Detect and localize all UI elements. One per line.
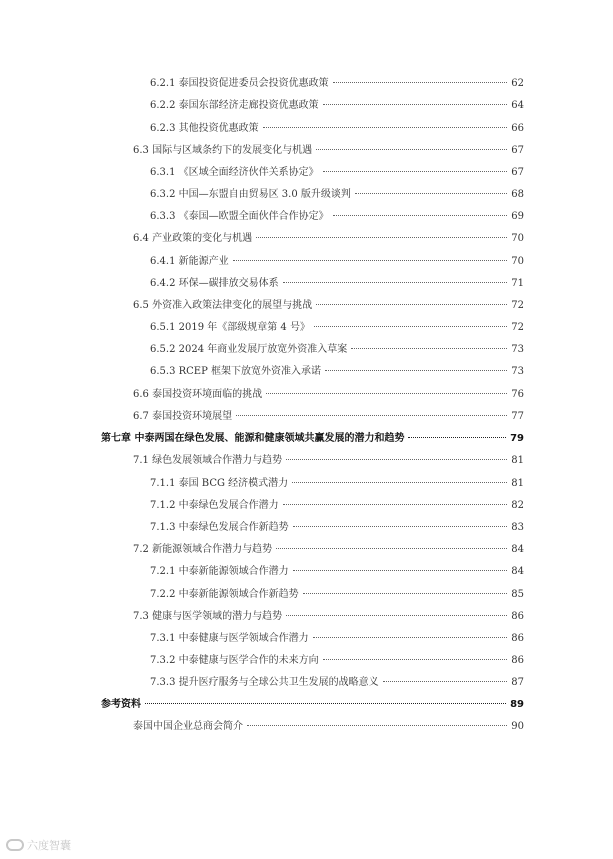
toc-entry[interactable] [150, 166, 524, 180]
toc-entry-page: 85 [511, 589, 524, 600]
toc-entry-page: 66 [511, 123, 524, 134]
toc-entry-page: 81 [511, 455, 524, 466]
toc-entry-label: 6.5.3 RCEP 框架下放宽外资准入承诺 [150, 366, 322, 377]
leader-dots [323, 658, 508, 660]
toc-entry-page: 73 [511, 366, 524, 377]
toc-entry-label: 7.1.1 泰国 BCG 经济模式潜力 [150, 478, 289, 489]
toc-entry-label: 6.3.2 中国—东盟自由贸易区 3.0 版升级谈判 [150, 189, 351, 200]
toc-entry-page: 72 [511, 322, 524, 333]
toc-entry[interactable] [150, 210, 524, 224]
toc-chapter[interactable] [101, 432, 524, 446]
toc-entry-page: 84 [511, 566, 524, 577]
toc-entry-page: 76 [511, 389, 524, 400]
toc-entry-label: 6.5.1 2019 年《部级规章第 4 号》 [150, 322, 310, 333]
toc-entry-label: 7.2.1 中泰新能源领域合作潜力 [150, 566, 289, 577]
leader-dots [314, 325, 507, 327]
toc-entry-label: 6.2.3 其他投资优惠政策 [150, 123, 259, 134]
toc-entry[interactable] [150, 122, 524, 136]
leader-dots [408, 436, 506, 438]
leader-dots [233, 259, 508, 261]
toc-entry-label: 6.4.1 新能源产业 [150, 256, 229, 267]
toc-entry-label: 7.2.2 中泰新能源领域合作新趋势 [150, 589, 299, 600]
toc-entry[interactable] [150, 321, 524, 335]
leader-dots [276, 547, 507, 549]
toc-entry-label: 6.3.1 《区域全面经济伙伴关系协定》 [150, 167, 319, 178]
leader-dots [266, 392, 507, 394]
toc-entry[interactable] [133, 610, 524, 624]
toc-entry-label: 7.2 新能源领域合作潜力与趋势 [133, 544, 273, 555]
toc-entry[interactable] [133, 410, 524, 424]
toc-entry[interactable] [150, 77, 524, 91]
toc-entry-page: 83 [511, 522, 524, 533]
leader-dots [351, 347, 507, 349]
toc-entry-label: 参考资料 [101, 699, 141, 710]
toc-entry-label: 7.1.3 中泰绿色发展合作新趋势 [150, 522, 289, 533]
toc-entry[interactable] [150, 365, 524, 379]
toc-entry-page: 71 [511, 278, 524, 289]
toc-entry[interactable] [150, 255, 524, 269]
toc-entry[interactable] [133, 299, 524, 313]
toc-entry-label: 7.3.2 中泰健康与医学合作的未来方向 [150, 655, 319, 666]
toc-entry[interactable] [150, 343, 524, 357]
leader-dots [293, 569, 508, 571]
toc-entry-label: 6.3 国际与区域条约下的发展变化与机遇 [133, 145, 313, 156]
toc-entry[interactable] [150, 188, 524, 202]
toc-entry-page: 90 [511, 721, 524, 732]
toc-entry-page: 67 [511, 167, 524, 178]
toc-entry-label: 6.6 泰国投资环境面临的挑战 [133, 389, 263, 400]
leader-dots [325, 369, 507, 371]
toc-entry-label: 6.4 产业政策的变化与机遇 [133, 233, 253, 244]
toc-entry-page: 82 [511, 500, 524, 511]
toc-entry-page: 77 [511, 411, 524, 422]
toc-entry-page: 79 [510, 433, 524, 444]
toc-entry-page: 73 [511, 344, 524, 355]
leader-dots [293, 525, 508, 527]
toc-entry-label: 6.3.3 《泰国—欧盟全面伙伴合作协定》 [150, 211, 329, 222]
leader-dots [286, 458, 507, 460]
watermark-text: 六度智囊 [27, 839, 71, 852]
toc-entry-label: 第七章 中泰两国在绿色发展、能源和健康领域共赢发展的潜力和趋势 [101, 433, 405, 444]
toc-entry-page: 81 [511, 478, 524, 489]
toc-entry-label: 7.3.3 提升医疗服务与全球公共卫生发展的战略意义 [150, 677, 379, 688]
leader-dots [313, 636, 508, 638]
leader-dots [256, 236, 507, 238]
leader-dots [286, 614, 507, 616]
toc-entry[interactable] [150, 99, 524, 113]
toc-entry-label: 7.1.2 中泰绿色发展合作潜力 [150, 500, 279, 511]
toc-entry[interactable] [150, 588, 524, 602]
toc-entry-label: 7.3 健康与医学领域的潜力与趋势 [133, 611, 283, 622]
toc-entry-label: 6.5 外资准入政策法律变化的展望与挑战 [133, 300, 313, 311]
toc-entry[interactable] [133, 388, 524, 402]
toc-entry-label: 6.4.2 环保—碳排放交易体系 [150, 278, 279, 289]
leader-dots [333, 214, 508, 216]
toc-entry-page: 64 [511, 100, 524, 111]
toc-entry[interactable] [133, 232, 524, 246]
toc-entry[interactable] [133, 543, 524, 557]
leader-dots [145, 702, 506, 704]
watermark-logo-icon [6, 839, 24, 851]
toc-entry-label: 7.3.1 中泰健康与医学领域合作潜力 [150, 633, 309, 644]
leader-dots [283, 503, 508, 505]
toc-entry-page: 84 [511, 544, 524, 555]
leader-dots [323, 170, 508, 172]
toc-entry-page: 69 [511, 211, 524, 222]
leader-dots [236, 414, 507, 416]
toc-entry-page: 68 [511, 189, 524, 200]
toc-entry-page: 86 [511, 633, 524, 644]
toc-entry-page: 62 [511, 78, 524, 89]
toc-entry-page: 86 [511, 611, 524, 622]
toc-entry-label: 6.2.1 泰国投资促进委员会投资优惠政策 [150, 78, 329, 89]
leader-dots [316, 148, 507, 150]
toc-entry-page: 87 [511, 677, 524, 688]
toc-entry[interactable] [150, 565, 524, 579]
watermark [6, 837, 71, 853]
toc-entry[interactable] [133, 454, 524, 468]
leader-dots [303, 592, 508, 594]
toc-entry-page: 70 [511, 233, 524, 244]
toc-entry-label: 6.5.2 2024 年商业发展厅放宽外资准入草案 [150, 344, 348, 355]
leader-dots [333, 81, 508, 83]
leader-dots [247, 724, 507, 726]
toc-entry-page: 70 [511, 256, 524, 267]
toc-entry[interactable] [133, 720, 524, 734]
toc-entry[interactable] [150, 676, 524, 690]
toc-entry[interactable] [133, 144, 524, 158]
leader-dots [292, 481, 507, 483]
toc-chapter[interactable] [101, 698, 524, 712]
toc-entry-page: 89 [510, 699, 524, 710]
toc-entry[interactable] [150, 277, 524, 291]
leader-dots [383, 680, 508, 682]
toc-entry-page: 86 [511, 655, 524, 666]
toc-entry[interactable] [150, 477, 524, 491]
toc-entry[interactable] [150, 632, 524, 646]
toc-entry-page: 67 [511, 145, 524, 156]
leader-dots [263, 126, 508, 128]
toc-entry[interactable] [150, 521, 524, 535]
toc-entry-page: 72 [511, 300, 524, 311]
leader-dots [323, 103, 508, 105]
toc-entry[interactable] [150, 654, 524, 668]
leader-dots [355, 192, 507, 194]
toc-entry-label: 6.2.2 泰国东部经济走廊投资优惠政策 [150, 100, 319, 111]
leader-dots [283, 281, 508, 283]
toc-entry-label: 泰国中国企业总商会简介 [133, 721, 243, 732]
toc-entry-label: 7.1 绿色发展领域合作潜力与趋势 [133, 455, 283, 466]
toc-entry-label: 6.7 泰国投资环境展望 [133, 411, 233, 422]
toc-entry[interactable] [150, 499, 524, 513]
leader-dots [316, 303, 507, 305]
